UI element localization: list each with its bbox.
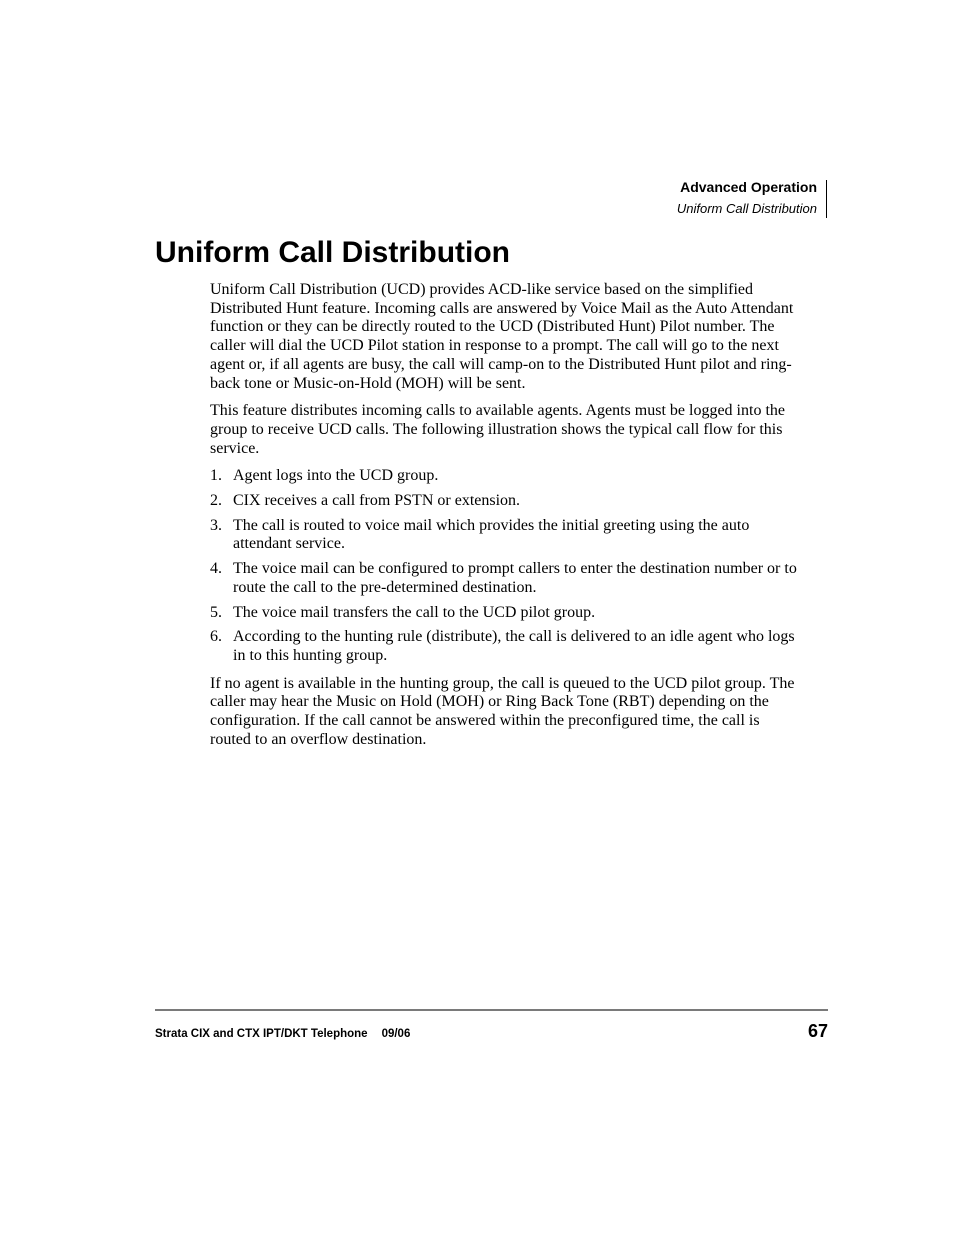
chapter-title: Advanced Operation (680, 179, 817, 195)
footer-doc-title: Strata CIX and CTX IPT/DKT Telephone (155, 1028, 368, 1040)
section-title: Uniform Call Distribution (676, 201, 817, 216)
header-rule (826, 180, 827, 218)
list-item (210, 492, 800, 511)
step-number: 3. (210, 516, 222, 534)
step-number: 6. (210, 628, 222, 646)
step-number: 4. (210, 560, 222, 578)
running-header (677, 177, 817, 219)
step-text: According to the hunting rule (distribute), the call is delivered to an idle agent who logs in to this hunting group. (233, 628, 795, 664)
list-item (210, 628, 800, 665)
call-flow-steps (210, 467, 800, 665)
list-item (210, 604, 800, 623)
intro-paragraph: Uniform Call Distribution (UCD) provides ACD-like service based on the simplified Distributed Hunt feature. Incoming calls are answered by Voice Mail as the Auto Attendant function or they can be directly routed to the UCD (Distributed Hunt) Pilot number. The caller will dial the UCD Pilot station in response to a prompt. The call will go to the next agent or, if all agents are busy, the call will camp-on to the Distributed Hunt pilot and ring-back tone or Music-on-Hold (MOH) will be sent. (210, 281, 794, 392)
footer-date: 09/06 (381, 1028, 411, 1040)
page-title: Uniform Call Distribution (155, 236, 510, 269)
list-item (210, 517, 800, 554)
step-text: The call is routed to voice mail which provides the initial greeting using the auto attendant service. (233, 516, 750, 553)
body-text (210, 281, 800, 758)
feature-paragraph: This feature distributes incoming calls to available agents. Agents must be logged into the group to receive UCD calls. The following illustration shows the typical call flow for this service. (210, 402, 785, 457)
step-number: 5. (210, 603, 222, 621)
step-number: 2. (210, 492, 222, 510)
step-text: Agent logs into the UCD group. (233, 467, 439, 485)
list-item (210, 560, 800, 597)
footer-rule (155, 1009, 828, 1011)
overflow-paragraph: If no agent is available in the hunting group, the call is queued to the UCD pilot group. The caller may hear the Music on Hold (MOH) or Ring Back Tone (RBT) depending on the configuration. If the call cannot be answered within the preconfigured time, the call is routed to an overflow destination. (210, 674, 795, 748)
footer-doc-info (155, 1026, 410, 1042)
step-text: The voice mail transfers the call to the UCD pilot group. (233, 603, 596, 621)
list-item (210, 467, 800, 486)
step-text: CIX receives a call from PSTN or extension. (233, 492, 521, 510)
step-text: The voice mail can be configured to prompt callers to enter the destination number or to route the call to the pre-determined destination. (233, 560, 797, 596)
page-number: 67 (807, 1021, 828, 1041)
step-number: 1. (210, 467, 222, 485)
